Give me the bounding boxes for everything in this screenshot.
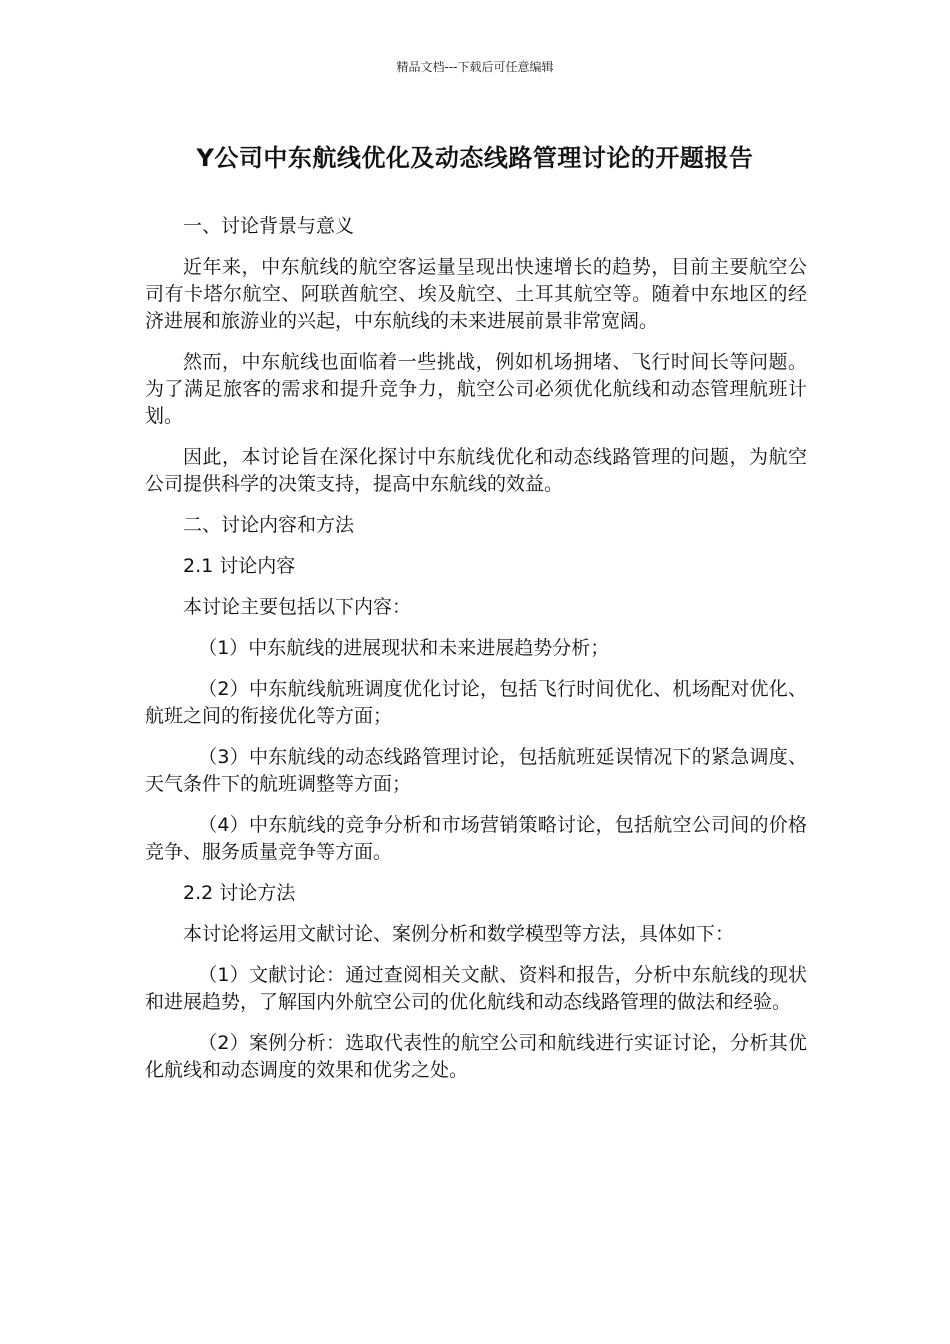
list-item-method-1: （1）文献讨论：通过查阅相关文献、资料和报告，分析中东航线的现状和进展趋势，了解国内外航空公司的优化航线和动态线路管理的做法和经验。 <box>145 964 807 1013</box>
paragraph-challenges: 然而，中东航线也面临着一些挑战，例如机场拥堵、飞行时间长等问题。为了满足旅客的需求和提升竞争力，航空公司必须优化航线和动态管理航班计划。 <box>145 351 807 427</box>
document-body <box>145 213 807 1098</box>
subsection-heading-methods: 2.2 讨论方法 <box>183 882 296 904</box>
paragraph-content-intro: 本讨论主要包括以下内容： <box>183 596 412 618</box>
subsection-heading-content: 2.1 讨论内容 <box>183 555 296 577</box>
list-item-content-3: （3）中东航线的动态线路管理讨论，包括航班延误情况下的紧急调度、天气条件下的航班调整等方面； <box>145 746 807 795</box>
list-item-content-2: （2）中东航线航班调度优化讨论，包括飞行时间优化、机场配对优化、航班之间的衔接优化等方面； <box>145 678 807 727</box>
document-title: Y公司中东航线优化及动态线路管理讨论的开题报告 <box>196 144 754 172</box>
list-item-method-2: （2）案例分析：选取代表性的航空公司和航线进行实证讨论，分析其优化航线和动态调度的效果和优劣之处。 <box>145 1032 807 1081</box>
paragraph-growth: 近年来，中东航线的航空客运量呈现出快速增长的趋势，目前主要航空公司有卡塔尔航空、阿联酋航空、埃及航空、土耳其航空等。随着中东地区的经济进展和旅游业的兴起，中东航线的未来进展前景非常宽阔。 <box>145 256 807 332</box>
paragraph-purpose: 因此，本讨论旨在深化探讨中东航线优化和动态线路管理的问题，为航空公司提供科学的决策支持，提高中东航线的效益。 <box>145 446 807 495</box>
list-item-content-1: （1）中东航线的进展现状和未来进展趋势分析； <box>198 637 610 659</box>
list-item-content-4: （4）中东航线的竞争分析和市场营销策略讨论，包括航空公司间的价格竞争、服务质量竞争等方面。 <box>145 814 807 863</box>
header-note: 精品文档---下载后可任意编辑 <box>396 60 554 74</box>
section-heading-content-methods: 二、讨论内容和方法 <box>183 514 355 536</box>
section-heading-background: 一、讨论背景与意义 <box>183 215 355 237</box>
paragraph-methods-intro: 本讨论将运用文献讨论、案例分析和数学模型等方法，具体如下： <box>183 923 735 945</box>
